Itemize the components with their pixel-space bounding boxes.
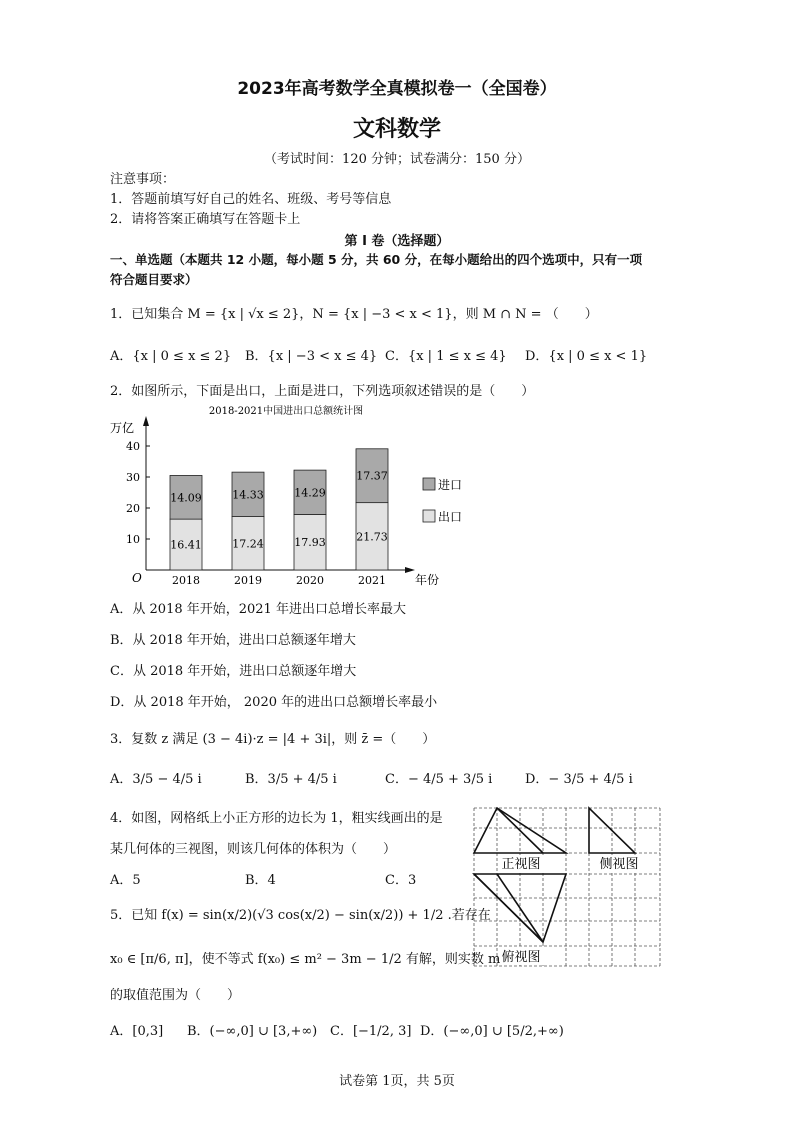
q2-option-a[interactable]: A．从 2018 年开始，2021 年进出口总增长率最大 bbox=[110, 602, 406, 617]
import-value-label: 17.37 bbox=[356, 469, 388, 483]
y-axis-label: 万亿 bbox=[110, 421, 135, 435]
import-value-label: 14.33 bbox=[232, 488, 264, 502]
q2-option-b[interactable]: B．从 2018 年开始，进出口总额逐年增大 bbox=[110, 633, 356, 648]
side-view-label: 侧视图 bbox=[599, 857, 639, 872]
q5-option-a[interactable]: A．[0,3] bbox=[110, 1024, 164, 1039]
import-value-label: 14.29 bbox=[294, 486, 326, 500]
origin-label: O bbox=[132, 571, 142, 585]
section-title: 第 I 卷（选择题） bbox=[344, 234, 450, 249]
subject-title: 文科数学 bbox=[352, 117, 441, 142]
question-5-stem-end: 的取值范围为（ ） bbox=[110, 988, 241, 1003]
y-tick-label: 40 bbox=[126, 440, 140, 453]
q3-option-c[interactable]: C．− 4/5 + 3/5 i bbox=[385, 772, 493, 787]
front-view-label: 正视图 bbox=[501, 857, 541, 872]
export-value-label: 21.73 bbox=[356, 530, 388, 544]
page-footer: 试卷第 1页，共 5页 bbox=[339, 1074, 455, 1089]
q1-option-a[interactable]: A．{x | 0 ≤ x ≤ 2} bbox=[110, 349, 232, 364]
question-4-stem-cont: 某几何体的三视图，则该几何体的体积为（ ） bbox=[110, 842, 397, 857]
legend-export-swatch bbox=[423, 510, 435, 522]
trade-bar-chart bbox=[108, 400, 463, 592]
q5-option-b[interactable]: B．(−∞,0] ∪ [3,+∞) bbox=[187, 1024, 318, 1039]
x-tick-label: 2018 bbox=[172, 574, 200, 587]
y-tick-label: 10 bbox=[126, 533, 140, 546]
x-axis-label: 年份 bbox=[415, 573, 440, 587]
three-view-grid-figure bbox=[472, 806, 662, 968]
y-tick-label: 20 bbox=[126, 502, 140, 515]
export-value-label: 17.93 bbox=[294, 536, 326, 550]
export-value-label: 17.24 bbox=[232, 537, 264, 551]
q3-option-a[interactable]: A．3/5 − 4/5 i bbox=[110, 772, 202, 787]
question-5-stem: 5．已知 f(x) = sin(x/2)(√3 cos(x/2) − sin(x/2)) + 1/2 .若存在 bbox=[110, 908, 491, 923]
note-item: 2．请将答案正确填写在答题卡上 bbox=[110, 212, 301, 227]
exam-info: （考试时间：120 分钟；试卷满分：150 分） bbox=[264, 152, 530, 167]
q4-option-c[interactable]: C．3 bbox=[385, 873, 417, 888]
q4-option-a[interactable]: A．5 bbox=[110, 873, 141, 888]
q2-option-d[interactable]: D．从 2018 年开始， 2020 年的进出口总额增长率最小 bbox=[110, 695, 438, 710]
q2-option-c[interactable]: C．从 2018 年开始，进出口总额逐年增大 bbox=[110, 664, 357, 679]
legend-import-label: 进口 bbox=[438, 478, 463, 492]
question-4-stem: 4．如图，网格纸上小正方形的边长为 1，粗实线画出的是 bbox=[110, 811, 443, 826]
q3-option-d[interactable]: D．− 3/5 + 4/5 i bbox=[525, 772, 633, 787]
top-view-label: 俯视图 bbox=[501, 950, 541, 965]
question-3-stem: 3．复数 z 满足 (3 − 4i)·z = |4 + 3i|，则 z̄ =（ ） bbox=[110, 732, 436, 747]
question-5-stem-cont: x₀ ∈ [π/6, π]，使不等式 f(x₀) ≤ m² − 3m − 1/2 有解，则实数 m bbox=[110, 952, 501, 967]
chart-title: 2018-2021中国进出口总额统计图 bbox=[208, 406, 364, 417]
part-instructions: 一、单选题（本题共 12 小题，每小题 5 分，共 60 分，在每小题给出的四个选项中，只有一项 bbox=[110, 252, 643, 267]
question-2-stem: 2．如图所示，下面是出口，上面是进口，下列选项叙述错误的是（ ） bbox=[110, 384, 535, 399]
q3-option-b[interactable]: B．3/5 + 4/5 i bbox=[245, 772, 337, 787]
q1-option-c[interactable]: C．{x | 1 ≤ x ≤ 4} bbox=[385, 349, 507, 364]
x-axis-arrow bbox=[405, 567, 415, 573]
y-tick-label: 30 bbox=[126, 471, 140, 484]
q5-option-c[interactable]: C．[−1/2, 3] bbox=[330, 1024, 412, 1039]
q1-option-b[interactable]: B．{x | −3 < x ≤ 4} bbox=[245, 349, 378, 364]
import-value-label: 14.09 bbox=[170, 491, 202, 505]
q1-option-d[interactable]: D．{x | 0 ≤ x < 1} bbox=[525, 349, 648, 364]
legend-export-label: 出口 bbox=[438, 510, 463, 524]
exam-title: 2023年高考数学全真模拟卷一（全国卷） bbox=[237, 79, 557, 99]
part-instructions-cont: 符合题目要求） bbox=[110, 272, 198, 287]
y-axis-arrow bbox=[143, 416, 149, 426]
question-1-stem: 1．已知集合 M = {x | √x ≤ 2}，N = {x | −3 < x < 1}，则 M ∩ N = （ ） bbox=[110, 307, 598, 322]
legend-import-swatch bbox=[423, 478, 435, 490]
note-item: 1．答题前填写好自己的姓名、班级、考号等信息 bbox=[110, 192, 392, 207]
x-tick-label: 2020 bbox=[296, 574, 324, 587]
q5-option-d[interactable]: D．(−∞,0] ∪ [5/2,+∞) bbox=[420, 1024, 564, 1039]
x-tick-label: 2021 bbox=[358, 574, 386, 587]
notes-heading: 注意事项： bbox=[110, 172, 176, 187]
x-tick-label: 2019 bbox=[234, 574, 262, 587]
q4-option-b[interactable]: B．4 bbox=[245, 873, 276, 888]
export-value-label: 16.41 bbox=[170, 538, 202, 552]
